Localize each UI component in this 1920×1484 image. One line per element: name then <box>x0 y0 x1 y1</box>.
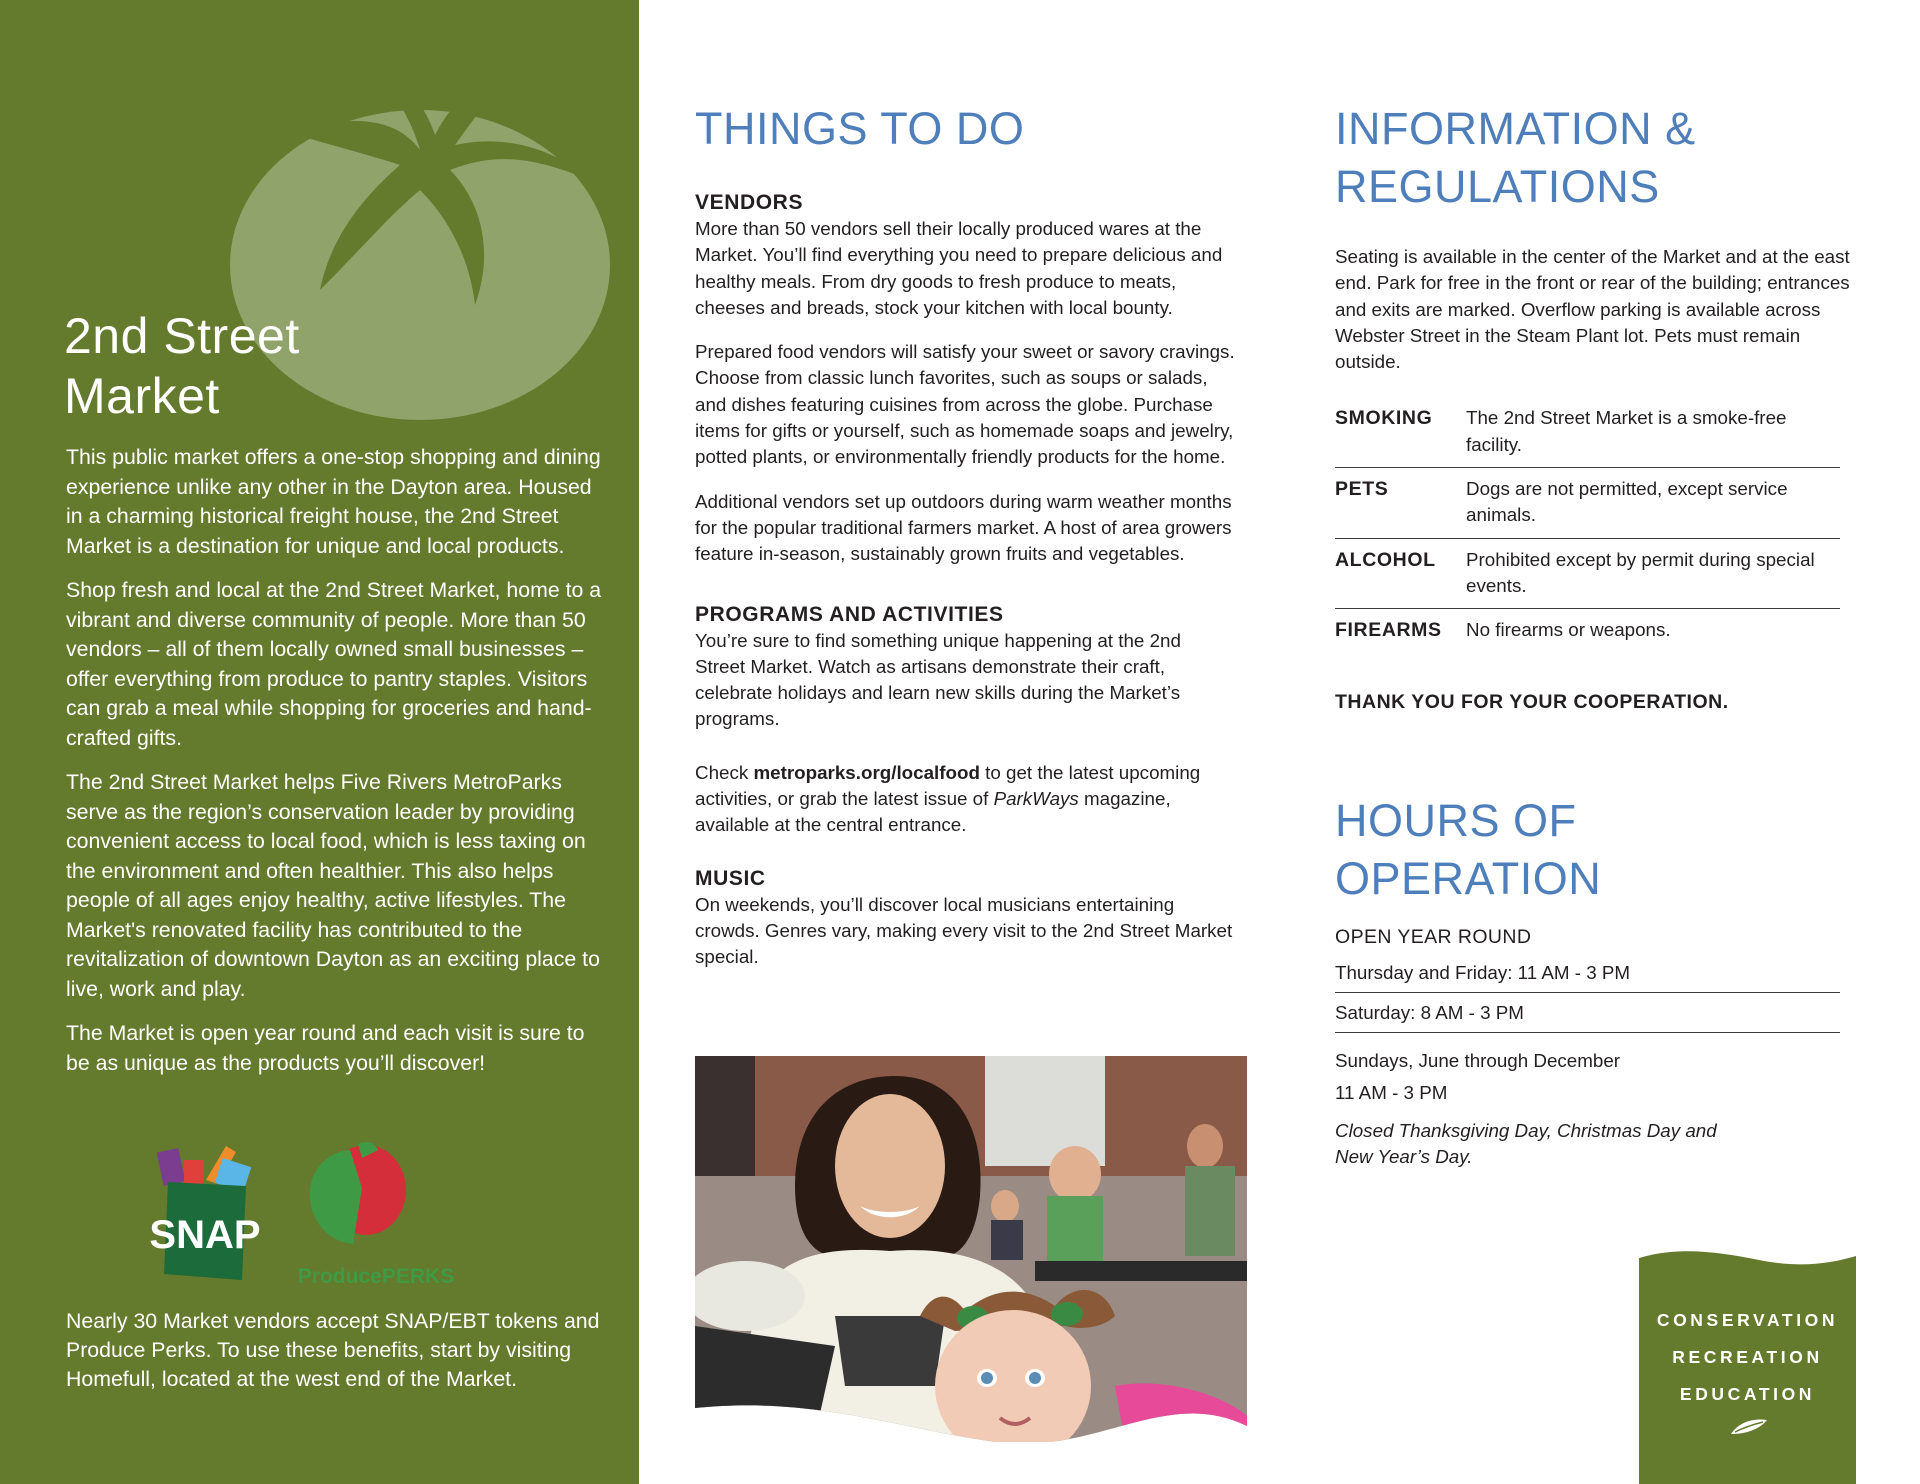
hours-list <box>1335 953 1840 1116</box>
hours-row-saturday: Saturday: 8 AM - 3 PM <box>1335 993 1840 1033</box>
information-heading <box>1335 100 1855 216</box>
regulations-list <box>1335 397 1840 652</box>
hours-row-thursday-friday: Thursday and Friday: 11 AM - 3 PM <box>1335 953 1840 993</box>
information-column <box>1335 100 1855 1170</box>
parkways-magazine: ParkWays <box>993 788 1079 810</box>
vendors-paragraph-3: Additional vendors set up outdoors during warm weather months for the popular traditional farmers market. A host of area growers feature in-season, sustainably grown fruits and vegetables. <box>695 490 1232 565</box>
things-to-do-column <box>695 100 1235 971</box>
closed-holidays-note: Closed Thanksgiving Day, Christmas Day and New Year’s Day. <box>1335 1119 1717 1167</box>
badge-recreation: RECREATION <box>1672 1347 1823 1367</box>
produce-perks-word1: Produce <box>297 1265 382 1288</box>
check-middle: to get the latest upcoming activities, or grab the latest issue of <box>695 761 1201 810</box>
regulation-row <box>1335 468 1840 539</box>
svg-text:ProducePERKS <box>298 1265 454 1288</box>
regulation-text: The 2nd Street Market is a smoke-free facility. <box>1466 407 1787 455</box>
programs-heading: PROGRAMS AND ACTIVITIES <box>695 602 1004 626</box>
market-title-line1: 2nd Street <box>64 308 300 364</box>
metroparks-paragraph: The 2nd Street Market helps Five Rivers MetroParks serve as the region’s conservation leader by providing convenient access to local food, which is less taxing on the environment and often healthier. This also helps people of all ages enjoy healthy, active lifestyles. The Market's renovated facility has contributed to the revitalization of downtown Dayton as an exciting place to live, work and play. <box>66 770 600 1001</box>
hours-sunday-times: 11 AM - 3 PM <box>1335 1081 1448 1103</box>
information-intro: Seating is available in the center of the Market and at the east end. Park for free in the front or rear of the building; entrances and exits are marked. Overflow parking is available across Webster Street in the Steam Plant lot. Pets must remain outside. <box>1335 246 1850 373</box>
regulation-label: PETS <box>1335 478 1389 501</box>
vendors-paragraph-2: Prepared food vendors will satisfy your sweet or savory cravings. Choose from classic lunch favorites, such as soups or salads, and dishes featuring cuisines from across the globe. Purchase items for gifts or yourself, such as homemade soaps and jewelry, potted plants, or environmentally friendly products for the home. <box>695 341 1235 468</box>
information-heading-line2: REGULATIONS <box>1335 161 1660 212</box>
intro-paragraph: This public market offers a one-stop shopping and dining experience unlike any other in the Dayton area. Housed in a charming historical freight house, the 2nd Street Market is a destination for unique and local products. <box>66 445 601 558</box>
market-description <box>66 443 606 1093</box>
regulation-text: Dogs are not permitted, except service animals. <box>1466 478 1788 526</box>
hours-heading: HOURS OF OPERATION <box>1335 794 1602 904</box>
localfood-link[interactable]: metroparks.org/localfood <box>753 761 980 783</box>
regulation-label: SMOKING <box>1335 407 1433 430</box>
hours-open-label: OPEN YEAR ROUND <box>1335 925 1532 948</box>
badge-conservation: CONSERVATION <box>1656 1310 1839 1330</box>
snap-logo <box>149 1146 260 1280</box>
regulation-text: No firearms or weapons. <box>1466 619 1671 641</box>
check-suffix: magazine, available at the central entrance. <box>695 788 1171 836</box>
left-panel <box>0 0 639 1484</box>
hours-sunday-days: Sundays, June through December <box>1335 1049 1621 1071</box>
produce-perks-logo <box>298 1142 454 1288</box>
market-photo <box>695 1056 1247 1442</box>
regulation-row <box>1335 539 1840 610</box>
produce-perks-word2: PERKS <box>381 1265 455 1288</box>
programs-paragraph: You’re sure to find something unique happening at the 2nd Street Market. Watch as artisans demonstrate their craft, celebrate holidays and learn new skills during the Market’s programs. <box>695 629 1181 730</box>
snap-produce-perks-logos <box>148 1140 468 1290</box>
metroparks-badge <box>1639 1250 1856 1484</box>
things-to-do-heading: THINGS TO DO <box>695 103 1025 154</box>
vendors-paragraph-1: More than 50 vendors sell their locally produced wares at the Market. You’ll find everything you need to prepare delicious and healthy meals. From dry goods to fresh produce to meats, cheeses and breads, stock your kitchen with local bounty. <box>695 218 1223 318</box>
badge-education: EDUCATION <box>1679 1384 1816 1404</box>
market-title-line2: Market <box>64 368 220 424</box>
regulation-row <box>1335 609 1840 652</box>
regulation-row <box>1335 397 1840 468</box>
leaf-icon <box>1729 1416 1769 1436</box>
thank-you-note: THANK YOU FOR YOUR COOPERATION. <box>1335 690 1729 713</box>
hours-row-sunday <box>1335 1033 1840 1116</box>
check-prefix: Check <box>695 761 754 783</box>
market-title <box>64 306 300 426</box>
vendors-heading: VENDORS <box>695 191 804 214</box>
music-paragraph: On weekends, you’ll discover local musicians entertaining crowds. Genres vary, making every visit to the 2nd Street Market special. <box>695 893 1233 968</box>
snap-logo-text: SNAP <box>149 1213 261 1257</box>
regulation-text: Prohibited except by permit during special events. <box>1466 548 1815 596</box>
information-heading-line1: INFORMATION & <box>1335 103 1696 154</box>
snap-note: Nearly 30 Market vendors accept SNAP/EBT tokens and Produce Perks. To use these benefits, start by visiting Homefull, located at the west end of the Market. <box>66 1309 600 1391</box>
regulation-label: ALCOHOL <box>1335 548 1436 571</box>
regulation-label: FIREARMS <box>1335 619 1442 642</box>
shop-paragraph: Shop fresh and local at the 2nd Street Market, home to a vibrant and diverse community of people. More than 50 vendors – all of them locally owned small businesses – offer everything from produce to pantry staples. Visitors can grab a meal while shopping for groceries and hand-crafted gifts. <box>66 578 602 750</box>
open-paragraph: The Market is open year round and each visit is sure to be as unique as the products you’ll discover! <box>66 1021 585 1075</box>
music-heading: MUSIC <box>695 866 766 890</box>
check-paragraph <box>695 760 1235 839</box>
